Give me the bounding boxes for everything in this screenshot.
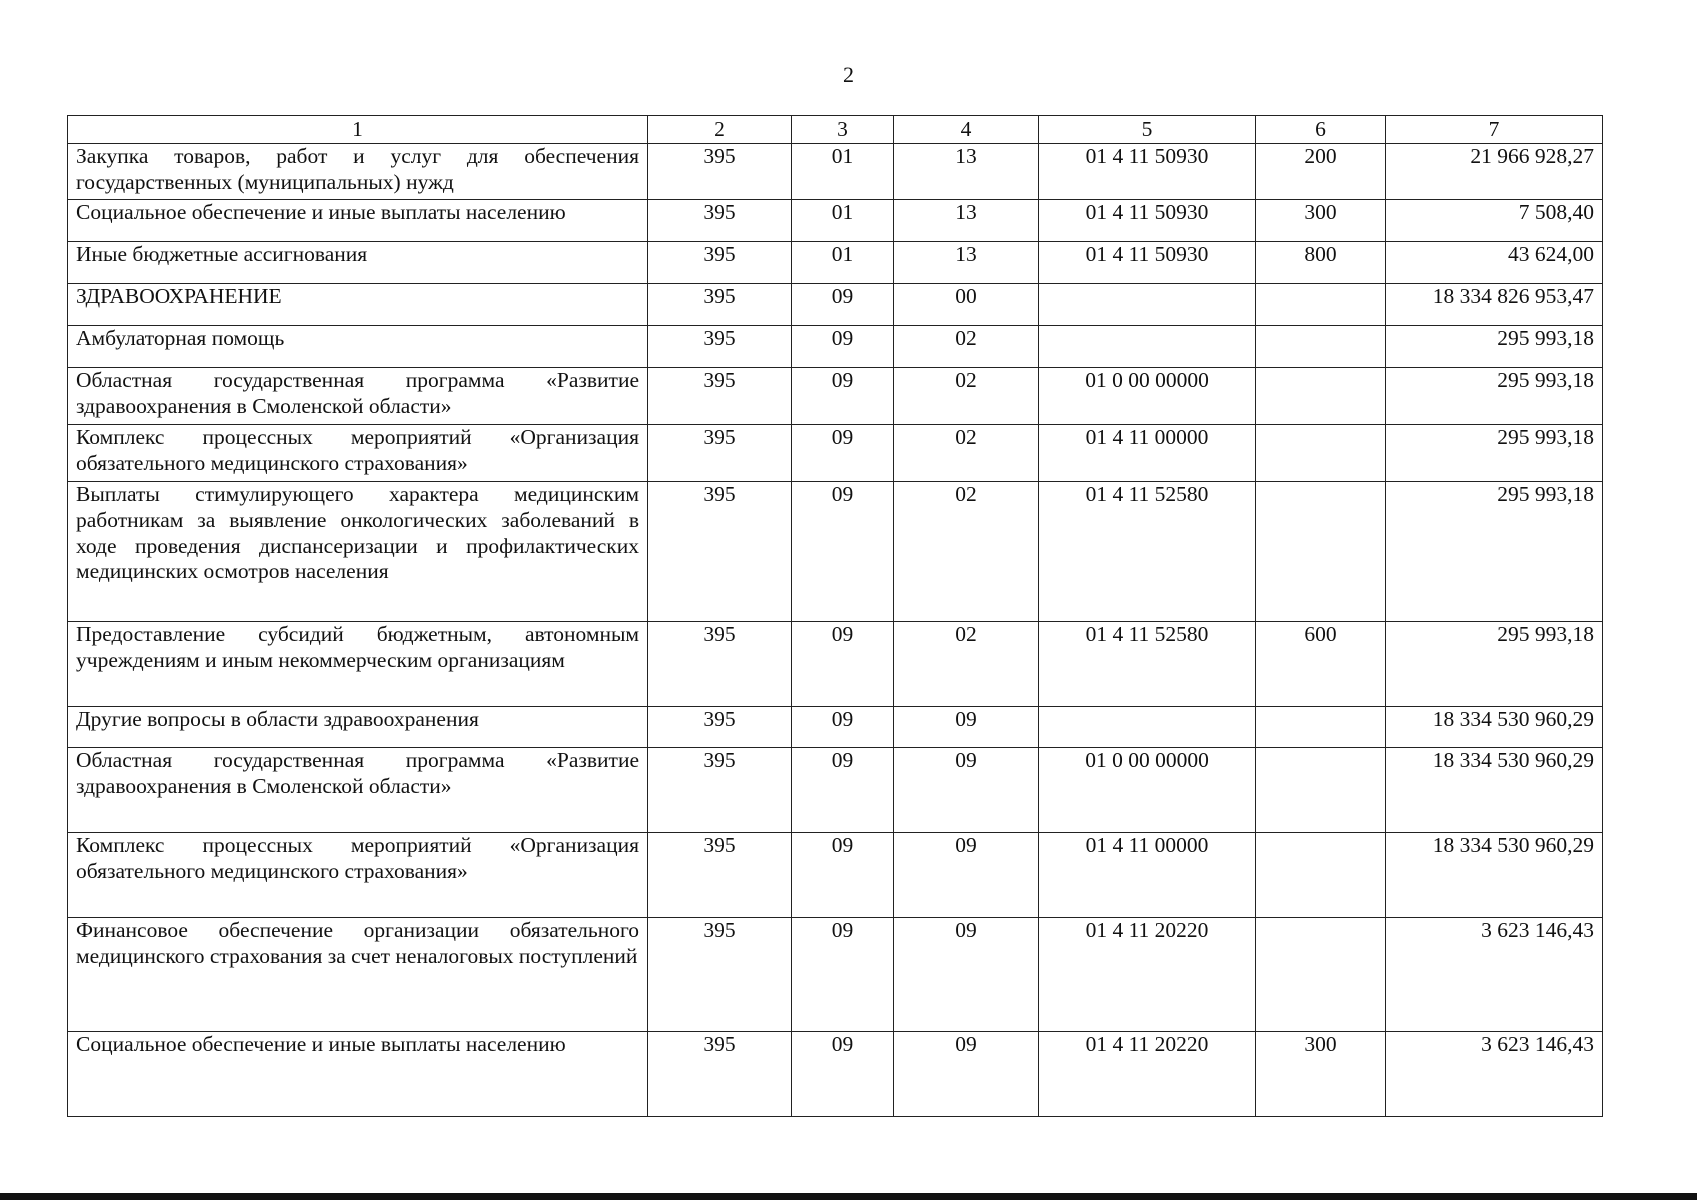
row-col-7: 295 993,18 [1386, 368, 1603, 425]
row-col-7: 295 993,18 [1386, 425, 1603, 482]
row-col-3: 09 [792, 326, 894, 368]
row-col-5 [1039, 707, 1256, 748]
column-header-5: 5 [1039, 116, 1256, 144]
row-name: ЗДРАВООХРАНЕНИЕ [68, 284, 648, 326]
row-col-2: 395 [648, 482, 792, 622]
row-col-5: 01 0 00 00000 [1039, 748, 1256, 833]
row-col-4: 02 [894, 425, 1039, 482]
row-col-7: 18 334 530 960,29 [1386, 748, 1603, 833]
row-col-7: 3 623 146,43 [1386, 1032, 1603, 1117]
row-col-4: 02 [894, 368, 1039, 425]
row-col-7: 43 624,00 [1386, 242, 1603, 284]
row-name: Областная государственная программа «Развитие здравоохранения в Смоленской области» [68, 748, 648, 833]
row-col-5: 01 4 11 50930 [1039, 144, 1256, 200]
row-col-6 [1256, 707, 1386, 748]
row-col-3: 09 [792, 284, 894, 326]
row-name: Другие вопросы в области здравоохранения [68, 707, 648, 748]
table-row [68, 707, 1603, 748]
column-header-7: 7 [1386, 116, 1603, 144]
row-col-4: 13 [894, 242, 1039, 284]
row-col-4: 09 [894, 707, 1039, 748]
page-number: 2 [843, 62, 854, 87]
row-col-6 [1256, 368, 1386, 425]
table-row [68, 918, 1603, 1032]
row-col-3: 09 [792, 622, 894, 707]
row-col-2: 395 [648, 1032, 792, 1117]
table-row [68, 833, 1603, 918]
row-col-7: 295 993,18 [1386, 622, 1603, 707]
row-col-3: 09 [792, 918, 894, 1032]
row-col-3: 01 [792, 242, 894, 284]
row-col-4: 00 [894, 284, 1039, 326]
table-row [68, 748, 1603, 833]
row-col-4: 09 [894, 748, 1039, 833]
row-col-6: 600 [1256, 622, 1386, 707]
row-col-2: 395 [648, 368, 792, 425]
row-col-2: 395 [648, 833, 792, 918]
row-col-2: 395 [648, 200, 792, 242]
row-col-5: 01 4 11 52580 [1039, 622, 1256, 707]
row-col-4: 02 [894, 326, 1039, 368]
row-col-4: 09 [894, 1032, 1039, 1117]
table-row [68, 425, 1603, 482]
table-row [68, 1032, 1603, 1117]
scan-edge-bar [0, 1193, 1697, 1200]
row-col-3: 01 [792, 144, 894, 200]
row-col-6: 300 [1256, 1032, 1386, 1117]
row-col-6 [1256, 425, 1386, 482]
row-col-6 [1256, 326, 1386, 368]
table-row [68, 242, 1603, 284]
row-col-2: 395 [648, 242, 792, 284]
table-row [68, 368, 1603, 425]
row-col-2: 395 [648, 707, 792, 748]
row-col-2: 395 [648, 284, 792, 326]
row-name: Комплекс процессных мероприятий «Организация обязательного медицинского страхования» [68, 425, 648, 482]
row-col-7: 295 993,18 [1386, 326, 1603, 368]
row-col-7: 18 334 530 960,29 [1386, 833, 1603, 918]
row-col-4: 09 [894, 833, 1039, 918]
column-header-4: 4 [894, 116, 1039, 144]
row-name: Комплекс процессных мероприятий «Организация обязательного медицинского страхования» [68, 833, 648, 918]
column-header-2: 2 [648, 116, 792, 144]
table-row [68, 200, 1603, 242]
table-row [68, 326, 1603, 368]
table-row [68, 622, 1603, 707]
row-col-3: 09 [792, 482, 894, 622]
row-col-7: 295 993,18 [1386, 482, 1603, 622]
row-col-7: 3 623 146,43 [1386, 918, 1603, 1032]
row-col-5 [1039, 284, 1256, 326]
row-col-3: 09 [792, 368, 894, 425]
table-header-row [68, 116, 1603, 144]
row-col-5 [1039, 326, 1256, 368]
table-row [68, 482, 1603, 622]
row-col-4: 13 [894, 144, 1039, 200]
row-name: Социальное обеспечение и иные выплаты населению [68, 1032, 648, 1117]
row-col-6: 200 [1256, 144, 1386, 200]
row-col-2: 395 [648, 622, 792, 707]
row-col-4: 09 [894, 918, 1039, 1032]
row-col-7: 18 334 530 960,29 [1386, 707, 1603, 748]
row-name: Закупка товаров, работ и услуг для обеспечения государственных (муниципальных) нужд [68, 144, 648, 200]
row-col-6 [1256, 482, 1386, 622]
row-col-2: 395 [648, 748, 792, 833]
table-row [68, 284, 1603, 326]
budget-table [67, 115, 1603, 1117]
row-col-3: 09 [792, 833, 894, 918]
row-col-5: 01 4 11 50930 [1039, 200, 1256, 242]
row-col-5: 01 4 11 20220 [1039, 1032, 1256, 1117]
column-header-6: 6 [1256, 116, 1386, 144]
table-row [68, 144, 1603, 200]
row-col-2: 395 [648, 144, 792, 200]
row-col-5: 01 4 11 52580 [1039, 482, 1256, 622]
row-col-7: 21 966 928,27 [1386, 144, 1603, 200]
row-col-3: 09 [792, 748, 894, 833]
row-col-6: 300 [1256, 200, 1386, 242]
row-col-7: 7 508,40 [1386, 200, 1603, 242]
row-name: Выплаты стимулирующего характера медицинским работникам за выявление онкологических заболеваний в ходе проведения диспансеризации и профилактических медицинских осмотров населения [68, 482, 648, 622]
row-col-6 [1256, 918, 1386, 1032]
row-col-5: 01 4 11 00000 [1039, 425, 1256, 482]
row-col-2: 395 [648, 326, 792, 368]
column-header-3: 3 [792, 116, 894, 144]
row-name: Областная государственная программа «Развитие здравоохранения в Смоленской области» [68, 368, 648, 425]
row-col-3: 09 [792, 425, 894, 482]
row-col-6 [1256, 833, 1386, 918]
row-name: Социальное обеспечение и иные выплаты населению [68, 200, 648, 242]
row-col-6 [1256, 284, 1386, 326]
row-col-4: 02 [894, 622, 1039, 707]
row-name: Иные бюджетные ассигнования [68, 242, 648, 284]
column-header-1: 1 [68, 116, 648, 144]
row-col-3: 01 [792, 200, 894, 242]
row-col-3: 09 [792, 707, 894, 748]
row-col-2: 395 [648, 425, 792, 482]
row-col-7: 18 334 826 953,47 [1386, 284, 1603, 326]
row-col-5: 01 4 11 00000 [1039, 833, 1256, 918]
row-col-5: 01 4 11 20220 [1039, 918, 1256, 1032]
row-col-2: 395 [648, 918, 792, 1032]
row-col-6 [1256, 748, 1386, 833]
row-col-4: 13 [894, 200, 1039, 242]
row-col-4: 02 [894, 482, 1039, 622]
row-col-5: 01 4 11 50930 [1039, 242, 1256, 284]
row-name: Предоставление субсидий бюджетным, автономным учреждениям и иным некоммерческим организациям [68, 622, 648, 707]
row-col-3: 09 [792, 1032, 894, 1117]
row-name: Финансовое обеспечение организации обязательного медицинского страхования за счет неналоговых поступлений [68, 918, 648, 1032]
row-col-5: 01 0 00 00000 [1039, 368, 1256, 425]
row-name: Амбулаторная помощь [68, 326, 648, 368]
row-col-6: 800 [1256, 242, 1386, 284]
